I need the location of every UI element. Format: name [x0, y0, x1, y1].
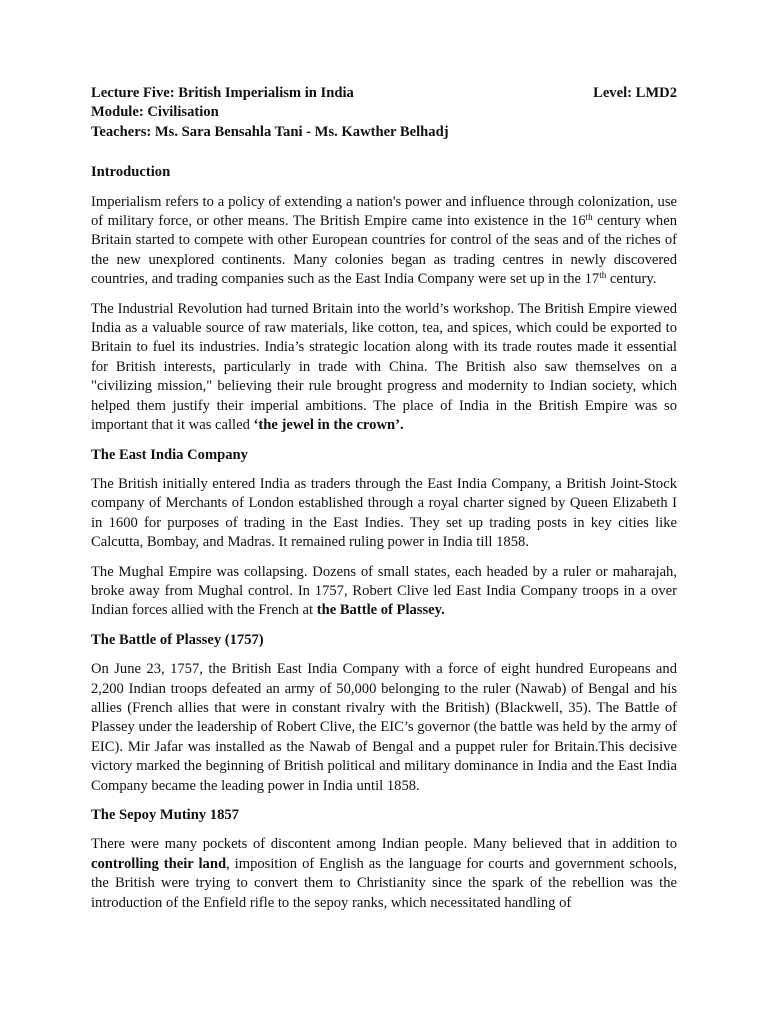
lecture-title: Lecture Five: British Imperialism in India	[91, 85, 354, 101]
paragraph-battle-of-plassey: On June 23, 1757, the British East India Company with a force of eight hundred Europeans and 2,200 Indian troops defeated an army of 50,000 belonging to the ruler (Nawab) of Bengal and his allies (French allies that were in constant rivalry with the British) (Blackwell, 35). The Battle of Plassey under the leadership of Robert Clive, the EIC’s governor (the battle was held by the army of EIC). Mir Jafar was installed as the Nawab of Bengal and a puppet ruler for Britain.This decisive victory marked the beginning of British political and military dominance in India and the East India Company became the leading power in India until 1858.	[91, 661, 677, 794]
paragraph-imperialism: Imperialism refers to a policy of extending a nation's power and influence through colonization, use of military force, or other means. The British Empire came into existence in the 16th century when Britain started to compete with other European countries for control of the seas and of the riches of the new unexplored continents. Many colonies began as trading centres in newly discovered countries, and trading companies such as the East India Company were set up in the 17th century.	[91, 193, 677, 288]
section-heading-sepoy-mutiny: The Sepoy Mutiny 1857	[91, 807, 239, 823]
paragraph-mughal-empire: The Mughal Empire was collapsing. Dozens of small states, each headed by a ruler or maharajah, broke away from Mughal control. In 1757, Robert Clive led East India Company troops in a over Indian forces allied with the French at the Battle of Plassey.	[91, 563, 677, 619]
paragraph-industrial-revolution: The Industrial Revolution had turned Britain into the world’s workshop. The British Empire viewed India as a valuable source of raw materials, like cotton, tea, and spices, which could be exported to Britain to fuel its industries. India’s strategic location along with its trade routes made it essential for British interests, particularly in trade with China. The British also saw themselves on a "civilizing mission," believing their rule brought progress and modernity to Indian society, which helped them justify their imperial ambitions. The place of India in the British Empire was so important that it was called ‘the jewel in the crown’.	[91, 300, 677, 434]
paragraph-sepoy-mutiny: There were many pockets of discontent among Indian people. Many believed that in addition to controlling their land, imposition of English as the language for courts and government schools, the British were trying to convert them to Christianity since the spark of the rebellion was the introduction of the Enfield rifle to the sepoy ranks, which necessitated handling of	[91, 836, 677, 911]
paragraph-east-india-company: The British initially entered India as traders through the East India Company, a British Joint-Stock company of Merchants of London established through a royal charter signed by Queen Elizabeth I in 1600 for purposes of trading in the East Indies. They set up trading posts in key cities like Calcutta, Bombay, and Madras. It remained ruling power in India till 1858.	[91, 475, 677, 551]
document-page	[91, 84, 677, 913]
module-label: Module: Civilisation	[91, 104, 219, 121]
header-line	[91, 84, 677, 103]
section-heading-east-india-company: The East India Company	[91, 446, 248, 463]
section-heading-introduction: Introduction	[91, 164, 171, 181]
level-label: Level: LMD2	[593, 85, 677, 101]
section-heading-battle-of-plassey: The Battle of Plassey (1757)	[91, 631, 264, 648]
teachers-label: Teachers: Ms. Sara Bensahla Tani - Ms. Kawther Belhadj	[91, 123, 449, 140]
